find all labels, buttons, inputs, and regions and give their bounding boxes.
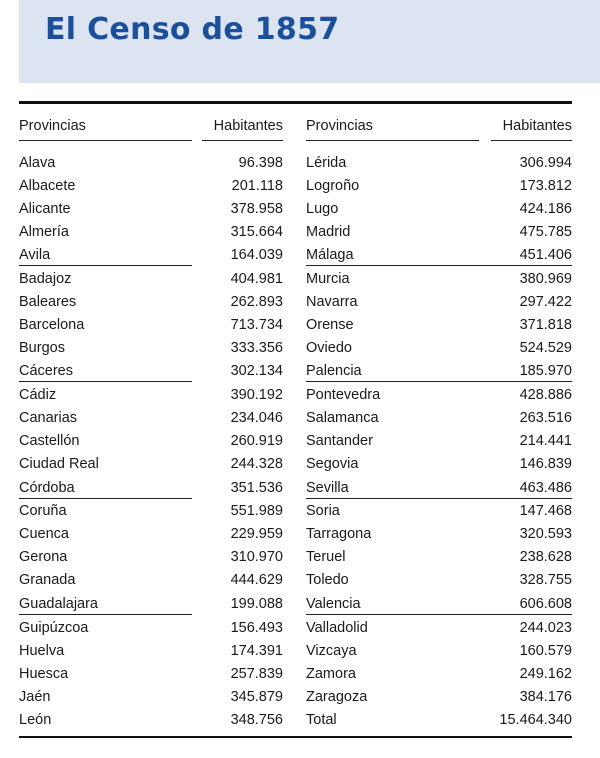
provincia-cell: Baleares [19,294,77,310]
habitantes-cell: 260.919 [230,433,283,449]
habitantes-cell: 333.356 [230,340,283,356]
provincia-cell: Guadalajara [19,596,98,612]
habitantes-cell: 15.464.340 [499,712,572,728]
habitantes-cell: 306.994 [519,155,572,171]
habitantes-cell: 234.046 [230,410,283,426]
provincia-cell: Salamanca [306,410,379,426]
header-rule-right-hab [491,140,572,141]
group-separator [306,614,572,615]
habitantes-cell: 371.818 [519,317,572,333]
habitantes-cell: 262.893 [230,294,283,310]
provincia-cell: Cádiz [19,387,57,403]
habitantes-cell: 263.516 [519,410,572,426]
provincia-cell: Vizcaya [306,643,357,659]
habitantes-cell: 351.536 [230,480,283,496]
habitantes-cell: 310.970 [230,549,283,565]
group-separator [19,614,192,615]
provincia-cell: Teruel [306,549,346,565]
habitantes-cell: 249.162 [519,666,572,682]
group-separator [306,265,572,266]
group-separator [306,381,572,382]
provincia-cell: Tarragona [306,526,372,542]
habitantes-cell: 551.989 [230,503,283,519]
group-separator [19,265,192,266]
habitantes-cell: 147.468 [519,503,572,519]
habitantes-cell: 606.608 [519,596,572,612]
habitantes-cell: 475.785 [519,224,572,240]
habitantes-cell: 297.422 [519,294,572,310]
group-separator [19,498,192,499]
habitantes-cell: 348.756 [230,712,283,728]
provincia-cell: Valencia [306,596,361,612]
provincia-cell: Cáceres [19,363,73,379]
provincia-cell: Canarias [19,410,78,426]
habitantes-cell: 173.812 [519,178,572,194]
provincia-cell: Cuenca [19,526,69,542]
habitantes-cell: 257.839 [230,666,283,682]
provincia-cell: Sevilla [306,480,349,496]
provincia-cell: Burgos [19,340,65,356]
provincia-cell: Soria [306,503,340,519]
provincia-cell: Guipúzcoa [19,620,89,636]
habitantes-cell: 146.839 [519,456,572,472]
page-title: El Censo de 1857 [45,12,340,47]
group-separator [306,498,572,499]
habitantes-cell: 328.755 [519,572,572,588]
habitantes-cell: 238.628 [519,549,572,565]
habitantes-cell: 185.970 [519,363,572,379]
habitantes-cell: 428.886 [519,387,572,403]
habitantes-cell: 444.629 [230,572,283,588]
habitantes-cell: 451.406 [519,247,572,263]
header-provincias-left: Provincias [19,118,86,134]
provincia-cell: Orense [306,317,354,333]
header-habitantes-right: Habitantes [502,118,572,134]
header-provincias-right: Provincias [306,118,373,134]
habitantes-cell: 199.088 [230,596,283,612]
habitantes-cell: 380.969 [519,271,572,287]
provincia-cell: Ciudad Real [19,456,99,472]
habitantes-cell: 156.493 [230,620,283,636]
provincia-cell: Alava [19,155,56,171]
provincia-cell: León [19,712,52,728]
table-top-rule [19,101,572,104]
habitantes-cell: 404.981 [230,271,283,287]
habitantes-cell: 214.441 [519,433,572,449]
provincia-cell: Total [306,712,337,728]
provincia-cell: Madrid [306,224,351,240]
habitantes-cell: 174.391 [230,643,283,659]
provincia-cell: Toledo [306,572,349,588]
provincia-cell: Murcia [306,271,350,287]
habitantes-cell: 345.879 [230,689,283,705]
provincia-cell: Málaga [306,247,354,263]
habitantes-cell: 244.328 [230,456,283,472]
provincia-cell: Palencia [306,363,362,379]
header-rule-right-name [306,140,479,141]
habitantes-cell: 713.734 [230,317,283,333]
habitantes-cell: 320.593 [519,526,572,542]
provincia-cell: Santander [306,433,373,449]
provincia-cell: Huesca [19,666,69,682]
habitantes-cell: 302.134 [230,363,283,379]
provincia-cell: Coruña [19,503,67,519]
habitantes-cell: 96.398 [238,155,283,171]
habitantes-cell: 463.486 [519,480,572,496]
habitantes-cell: 384.176 [519,689,572,705]
provincia-cell: Huelva [19,643,65,659]
header-rule-left-hab [202,140,283,141]
provincia-cell: Córdoba [19,480,75,496]
habitantes-cell: 244.023 [519,620,572,636]
provincia-cell: Segovia [306,456,359,472]
provincia-cell: Avila [19,247,51,263]
provincia-cell: Pontevedra [306,387,381,403]
habitantes-cell: 160.579 [519,643,572,659]
habitantes-cell: 424.186 [519,201,572,217]
habitantes-cell: 315.664 [230,224,283,240]
provincia-cell: Jaén [19,689,51,705]
habitantes-cell: 201.118 [231,178,283,194]
provincia-cell: Castellón [19,433,80,449]
provincia-cell: Granada [19,572,76,588]
provincia-cell: Alicante [19,201,71,217]
habitantes-cell: 378.958 [230,201,283,217]
provincia-cell: Almería [19,224,69,240]
provincia-cell: Barcelona [19,317,85,333]
header-habitantes-left: Habitantes [213,118,283,134]
provincia-cell: Zaragoza [306,689,368,705]
provincia-cell: Valladolid [306,620,368,636]
habitantes-cell: 524.529 [519,340,572,356]
provincia-cell: Lugo [306,201,339,217]
provincia-cell: Oviedo [306,340,352,356]
provincia-cell: Navarra [306,294,358,310]
provincia-cell: Albacete [19,178,76,194]
table-bottom-rule [19,736,572,738]
habitantes-cell: 390.192 [230,387,283,403]
provincia-cell: Gerona [19,549,68,565]
provincia-cell: Lérida [306,155,347,171]
title-band [19,0,600,83]
group-separator [19,381,192,382]
habitantes-cell: 164.039 [230,247,283,263]
provincia-cell: Badajoz [19,271,72,287]
provincia-cell: Logroño [306,178,360,194]
header-rule-left-name [19,140,192,141]
provincia-cell: Zamora [306,666,356,682]
habitantes-cell: 229.959 [230,526,283,542]
